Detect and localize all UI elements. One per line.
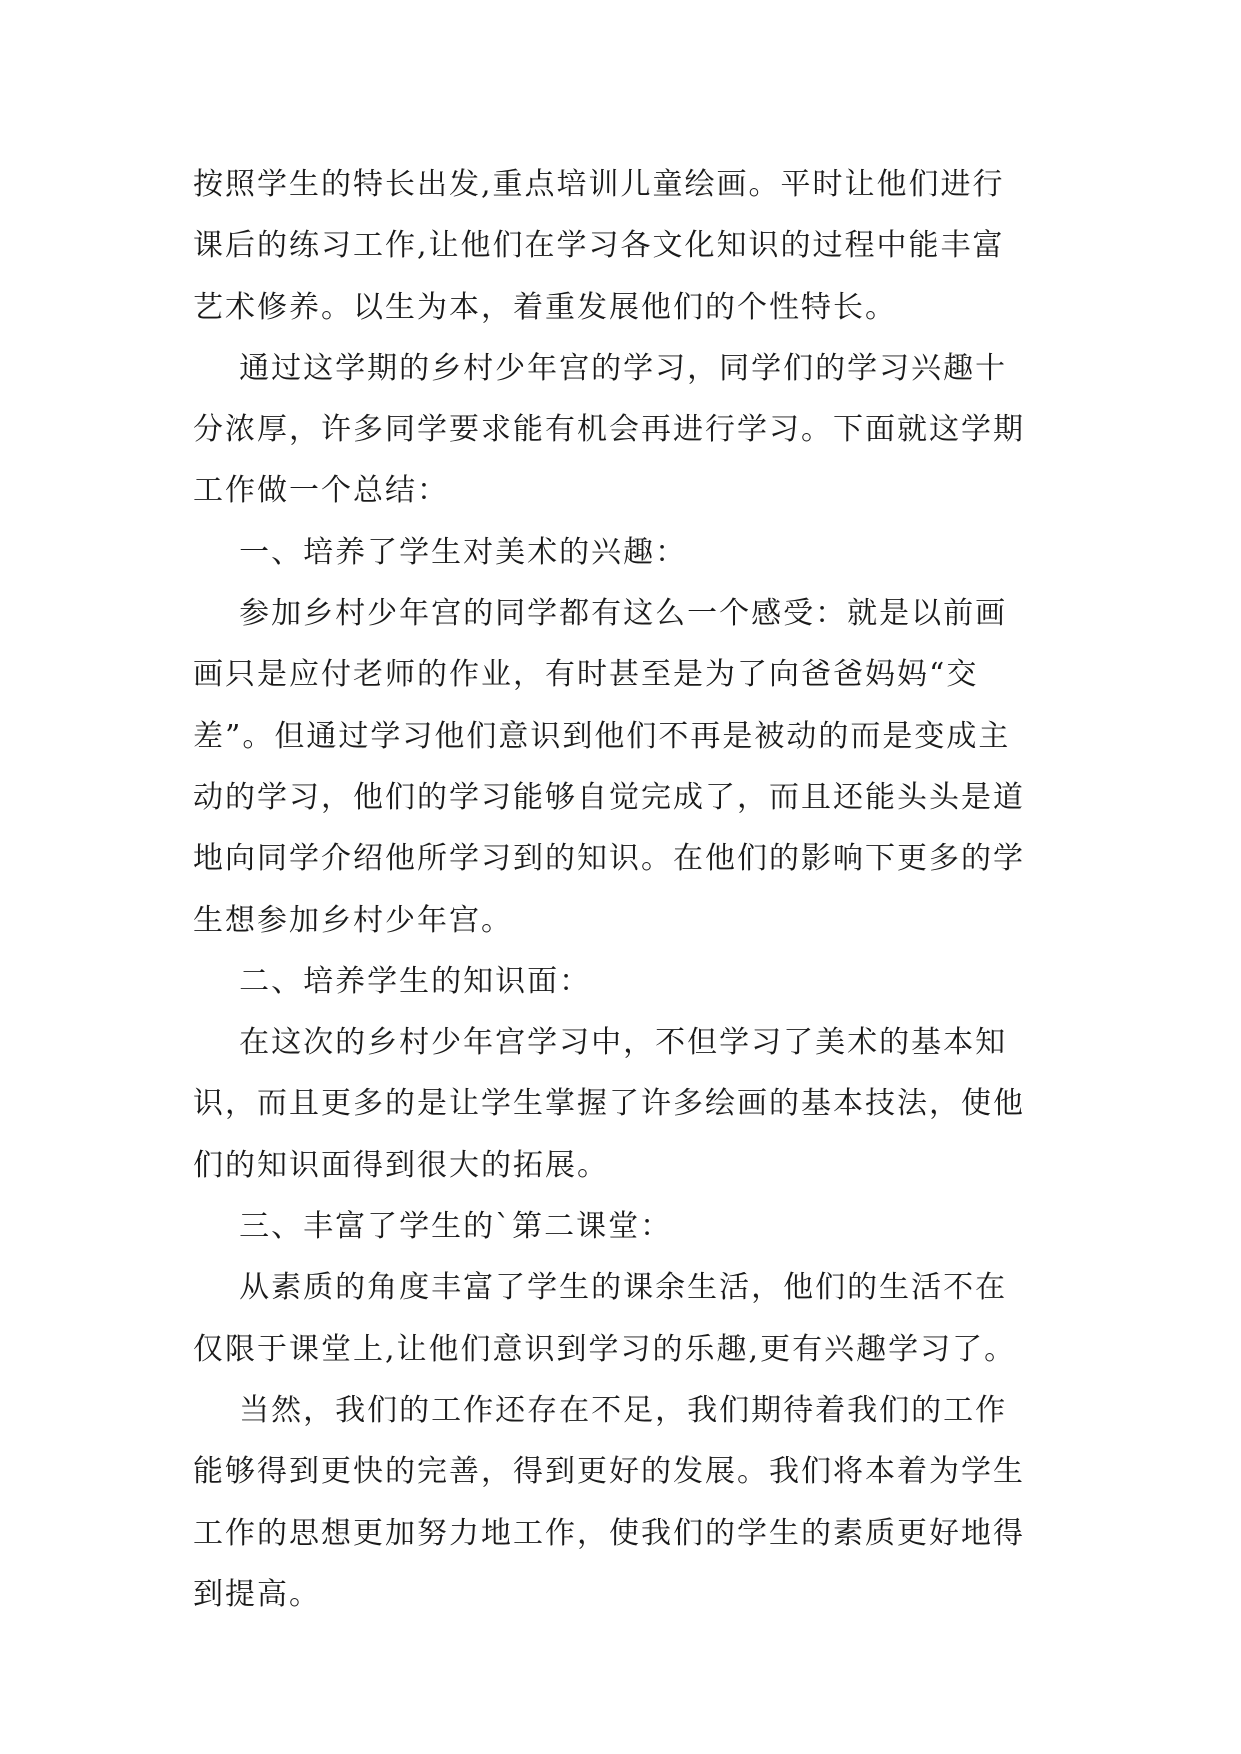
text-line: 从素质的角度丰富了学生的课余生活，他们的生活不在 [193, 1270, 1008, 1306]
text-line: 当然，我们的工作还存在不足，我们期待着我们的工作 [193, 1392, 1008, 1428]
text-line: 在这次的乡村少年宫学习中，不但学习了美术的基本知 [193, 1025, 1008, 1061]
text-line: 生想参加乡村少年宫。 [193, 902, 513, 938]
text-line: 参加乡村少年宫的同学都有这么一个感受：就是以前画 [193, 596, 1008, 632]
text-line: 艺术修养。以生为本，着重发展他们的个性特长。 [193, 289, 897, 325]
text-line: 识，而且更多的是让学生掌握了许多绘画的基本技法，使他 [193, 1086, 1025, 1122]
section-heading: 三、丰富了学生的`第二课堂： [193, 1209, 673, 1245]
text-line: 们的知识面得到很大的拓展。 [193, 1147, 609, 1183]
text-line: 通过这学期的乡村少年宫的学习，同学们的学习兴趣十 [193, 350, 1008, 386]
text-line: 画只是应付老师的作业，有时甚至是为了向爸爸妈妈“交 [193, 657, 979, 693]
text-line: 能够得到更快的完善，得到更好的发展。我们将本着为学生 [193, 1454, 1025, 1490]
text-line: 分浓厚，许多同学要求能有机会再进行学习。下面就这学期 [193, 412, 1025, 448]
document-body [193, 154, 1053, 1625]
text-line: 到提高。 [193, 1576, 321, 1612]
text-line: 差”。但通过学习他们意识到他们不再是被动的而是变成主 [193, 718, 1011, 754]
section-heading: 二、培养学生的知识面： [193, 963, 592, 999]
text-line: 课后的练习工作,让他们在学习各文化知识的过程中能丰富 [193, 228, 1005, 264]
text-line: 工作做一个总结： [193, 473, 449, 509]
text-line: 动的学习，他们的学习能够自觉完成了，而且还能头头是道 [193, 779, 1025, 815]
text-line: 按照学生的特长出发,重点培训儿童绘画。平时让他们进行 [193, 167, 1005, 202]
text-line: 仅限于课堂上,让他们意识到学习的乐趣,更有兴趣学习了。 [193, 1331, 1017, 1367]
section-heading: 一、培养了学生对美术的兴趣： [193, 534, 688, 570]
text-line: 工作的思想更加努力地工作，使我们的学生的素质更好地得 [193, 1515, 1025, 1551]
text-line: 地向同学介绍他所学习到的知识。在他们的影响下更多的学 [193, 841, 1025, 877]
